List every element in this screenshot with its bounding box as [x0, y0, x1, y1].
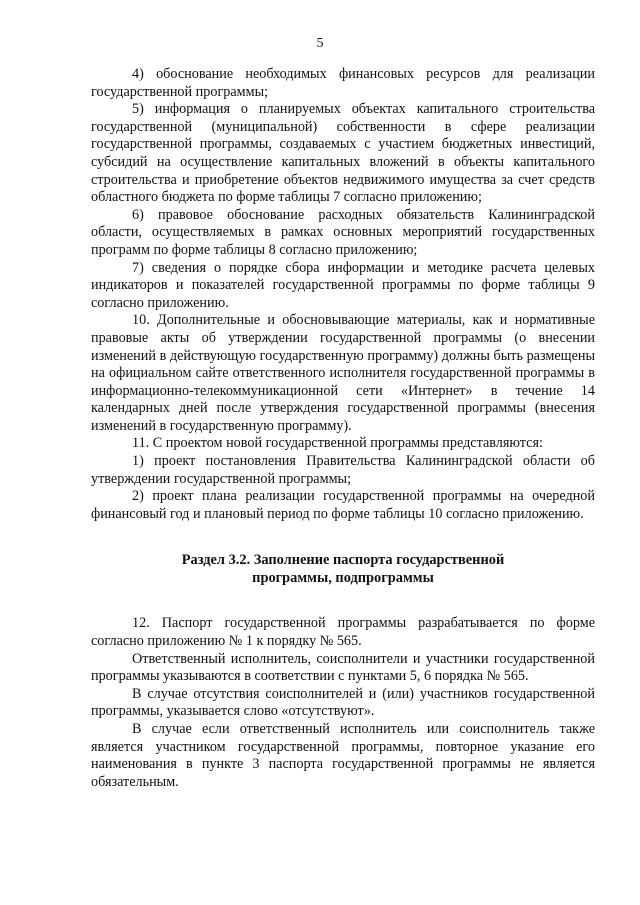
section-heading-line-1: Раздел 3.2. Заполнение паспорта государственной	[181, 552, 505, 569]
paragraph-12: 12. Паспорт государственной программы разрабатывается по форме согласно приложению № 1 к порядку № 565.	[91, 615, 595, 650]
paragraph-absent: В случае отсутствия соисполнителей и (или) участников государственной программы, указывается слово «отсутствуют».	[91, 685, 595, 720]
paragraph-item-7: 7) сведения о порядке сбора информации и методике расчета целевых индикаторов и показателей государственной программы по форме таблицы 9 согласно приложению.	[91, 259, 595, 311]
document-body	[91, 66, 595, 791]
paragraph-item-5: 5) информация о планируемых объектах капитального строительства государственной (муниципальной) собственности в сфере реализации государственной программы, создаваемых с участием бюджетных инвестиций, субсидий на осуществление капитальных вложений в объекты капитального строительства и приобретение объектов недвижимого имущества за счет средств областного бюджета по форме таблицы 7 согласно приложению;	[91, 101, 595, 206]
paragraph-item-4: 4) обоснование необходимых финансовых ресурсов для реализации государственной программы;	[91, 66, 595, 100]
page-number: 5	[316, 36, 324, 51]
paragraph-repeat-name: В случае если ответственный исполнитель или соисполнитель также является участником государственной программы, повторное указание его наименования в пункте 3 паспорта государственной программы не является обязательным.	[91, 721, 595, 790]
paragraph-11: 11. С проектом новой государственной программы представляются:	[132, 435, 543, 452]
paragraph-executors: Ответственный исполнитель, соисполнители и участники государственной программы указываются в соответствии с пунктами 5, 6 порядка № 565.	[91, 650, 595, 685]
paragraph-item-6: 6) правовое обоснование расходных обязательств Калининградской области, осуществляемых в рамках основных мероприятий государственных программ по форме таблицы 8 согласно приложению;	[91, 206, 595, 258]
paragraph-11-item-1: 1) проект постановления Правительства Калининградской области об утверждении государственной программы;	[91, 453, 595, 487]
paragraph-10: 10. Дополнительные и обосновывающие материалы, как и нормативные правовые акты об утверждении государственной программы (о внесении изменений в действующую государственную программу) должны быть размещены на официальном сайте ответственного исполнителя государственной программы в информационно-телекоммуникационной сети «Интернет» в течение 14 календарных дней после утверждения государственной программы (внесения изменений в государственную программу).	[91, 312, 595, 434]
paragraph-11-item-2: 2) проект плана реализации государственной программы на очередной финансовый год и плановый период по форме таблицы 10 согласно приложению.	[91, 488, 595, 522]
section-heading-line-2: программы, подпрограммы	[252, 570, 434, 587]
